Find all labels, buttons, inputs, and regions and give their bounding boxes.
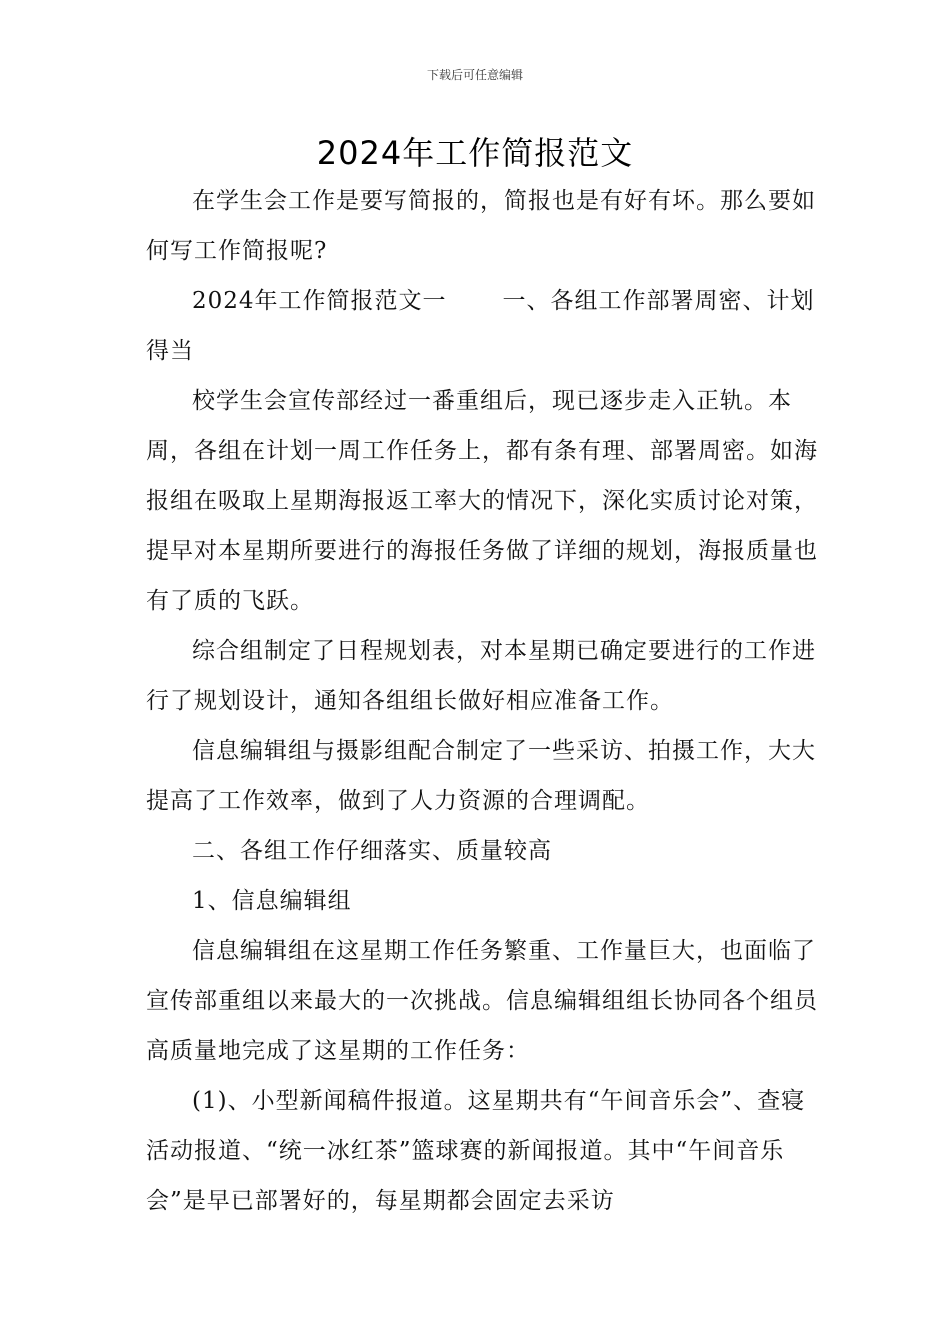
- paragraph-section-line: [146, 276, 826, 376]
- paragraph-5: (1)、小型新闻稿件报道。这星期共有“午间音乐会”、查寝活动报道、“统一冰红茶”篮球赛的新闻报道。其中“午间音乐会”是早已部署好的，每星期都会固定去采访: [146, 1088, 806, 1214]
- paragraph-1: 校学生会宣传部经过一番重组后，现已逐步走入正轨。本周，各组在计划一周工作任务上，都有条有理、部署周密。如海报组在吸取上星期海报返工率大的情况下，深化实质讨论对策，提早对本星期所要进行的海报任务做了详细的规划，海报质量也有了质的飞跃。: [146, 388, 818, 614]
- paragraph-4: 信息编辑组在这星期工作任务繁重、工作量巨大，也面临了宣传部重组以来最大的一次挑战。信息编辑组组长协同各个组员高质量地完成了这星期的工作任务：: [146, 938, 818, 1064]
- paragraph-intro: 在学生会工作是要写简报的，简报也是有好有坏。那么要如何写工作简报呢?: [146, 188, 816, 264]
- paragraph-subheading-1: 1、信息编辑组: [192, 888, 352, 914]
- paragraph-heading-2: 二、各组工作仔细落实、质量较高: [192, 838, 552, 864]
- section-line-right: 一、各组工作部署周密、计划得当: [146, 288, 815, 364]
- section-line-left: 2024年工作简报范文一: [192, 288, 447, 314]
- header-note: 下载后可任意编辑: [426, 68, 523, 82]
- paragraph-3: 信息编辑组与摄影组配合制定了一些采访、拍摄工作，大大提高了工作效率，做到了人力资源的合理调配。: [146, 738, 816, 814]
- page-title: 2024年工作简报范文: [316, 134, 634, 172]
- document-body: [146, 176, 826, 1226]
- paragraph-2: 综合组制定了日程规划表，对本星期已确定要进行的工作进行了规划设计，通知各组组长做好相应准备工作。: [146, 638, 816, 714]
